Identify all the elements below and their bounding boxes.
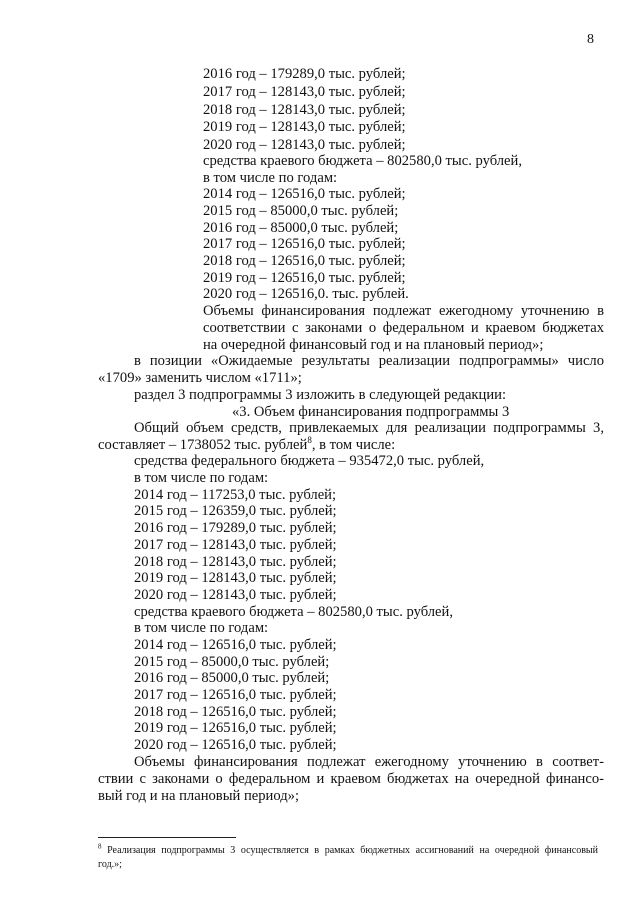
list-item: 2020 год – 128143,0 тыс. рублей; <box>134 587 337 603</box>
regional-by-years: в том числе по годам: <box>134 620 269 636</box>
list-item: средства краевого бюджета – 802580,0 тыс. рублей, <box>203 153 522 169</box>
volume-line: вый год и на плановый период»; <box>98 788 299 804</box>
list-item: 2015 год – 126359,0 тыс. рублей; <box>134 503 337 519</box>
list-item: 2014 год – 126516,0 тыс. рублей; <box>203 186 406 202</box>
list-item: 2015 год – 85000,0 тыс. рублей; <box>203 203 399 219</box>
list-item: 2019 год – 126516,0 тыс. рублей; <box>134 720 337 736</box>
federal-title: средства федерального бюджета – 935472,0 тыс. рублей, <box>134 453 485 469</box>
list-item: 2014 год – 117253,0 тыс. рублей; <box>134 487 337 503</box>
list-item: 2017 год – 128143,0 тыс. рублей; <box>134 537 337 553</box>
footnote-line: год.»; <box>98 859 122 870</box>
regional-title: средства краевого бюджета – 802580,0 тыс. рублей, <box>134 604 453 620</box>
volume-line: Объемы финансирования подлежат ежегодному уточнению в <box>203 303 604 319</box>
footnote-reference: 8 <box>307 435 312 446</box>
list-item: 2016 год – 179289,0 тыс. рублей; <box>203 66 406 82</box>
section-instruction: раздел 3 подпрограммы 3 изложить в следующей редакции: <box>134 387 507 403</box>
list-item: в том числе по годам: <box>203 170 338 186</box>
section-heading: «3. Объем финансирования подпрограммы 3 <box>232 404 510 420</box>
list-item: 2017 год – 126516,0 тыс. рублей; <box>134 687 337 703</box>
footnote-number: 8 <box>98 842 102 851</box>
volume-line: ствии с законами о федеральном и краевом бюджетах на очередной финансо- <box>98 771 604 787</box>
list-item: 2016 год – 85000,0 тыс. рублей; <box>203 220 399 236</box>
list-item: 2016 год – 85000,0 тыс. рублей; <box>134 670 330 686</box>
total-paragraph-tail: составляет – 1738052 тыс. рублей$^8$, в том числе: <box>98 435 396 453</box>
page-number: 8 <box>587 32 594 47</box>
footnote-line: $^8$ Реализация подпрограммы 3 осуществляется в рамках бюджетных ассигнований на очередной финансовый <box>98 842 598 856</box>
position-paragraph: в позиции «Ожидаемые результаты реализации подпрограммы» число <box>134 353 604 369</box>
list-item: 2017 год – 126516,0 тыс. рублей; <box>203 236 406 252</box>
position-paragraph-tail: «1709» заменить числом «1711»; <box>98 370 302 386</box>
volume-line: соответствии с законами о федеральном и краевом бюджетах <box>203 320 604 336</box>
list-item: 2020 год – 128143,0 тыс. рублей; <box>203 137 406 153</box>
list-item: 2019 год – 128143,0 тыс. рублей; <box>203 119 406 135</box>
list-item: 2015 год – 85000,0 тыс. рублей; <box>134 654 330 670</box>
list-item: 2014 год – 126516,0 тыс. рублей; <box>134 637 337 653</box>
list-item: 2018 год – 128143,0 тыс. рублей; <box>134 554 337 570</box>
volume-line: Объемы финансирования подлежат ежегодному уточнению в соответ- <box>134 754 604 770</box>
list-item: 2019 год – 128143,0 тыс. рублей; <box>134 570 337 586</box>
list-item: 2019 год – 126516,0 тыс. рублей; <box>203 270 406 286</box>
list-item: 2018 год – 128143,0 тыс. рублей; <box>203 102 406 118</box>
total-paragraph: Общий объем средств, привлекаемых для реализации подпрограммы 3, <box>134 420 604 436</box>
list-item: 2018 год – 126516,0 тыс. рублей; <box>134 704 337 720</box>
footnote <box>98 844 598 872</box>
list-item: 2018 год – 126516,0 тыс. рублей; <box>203 253 406 269</box>
list-item: 2017 год – 128143,0 тыс. рублей; <box>203 84 406 100</box>
list-item: 2020 год – 126516,0 тыс. рублей; <box>134 737 337 753</box>
list-item: 2020 год – 126516,0. тыс. рублей. <box>203 286 409 302</box>
volume-line: на очередной финансовый год и на плановый период»; <box>203 337 544 353</box>
list-item: 2016 год – 179289,0 тыс. рублей; <box>134 520 337 536</box>
federal-by-years: в том числе по годам: <box>134 470 269 486</box>
footnote-divider <box>98 837 236 838</box>
